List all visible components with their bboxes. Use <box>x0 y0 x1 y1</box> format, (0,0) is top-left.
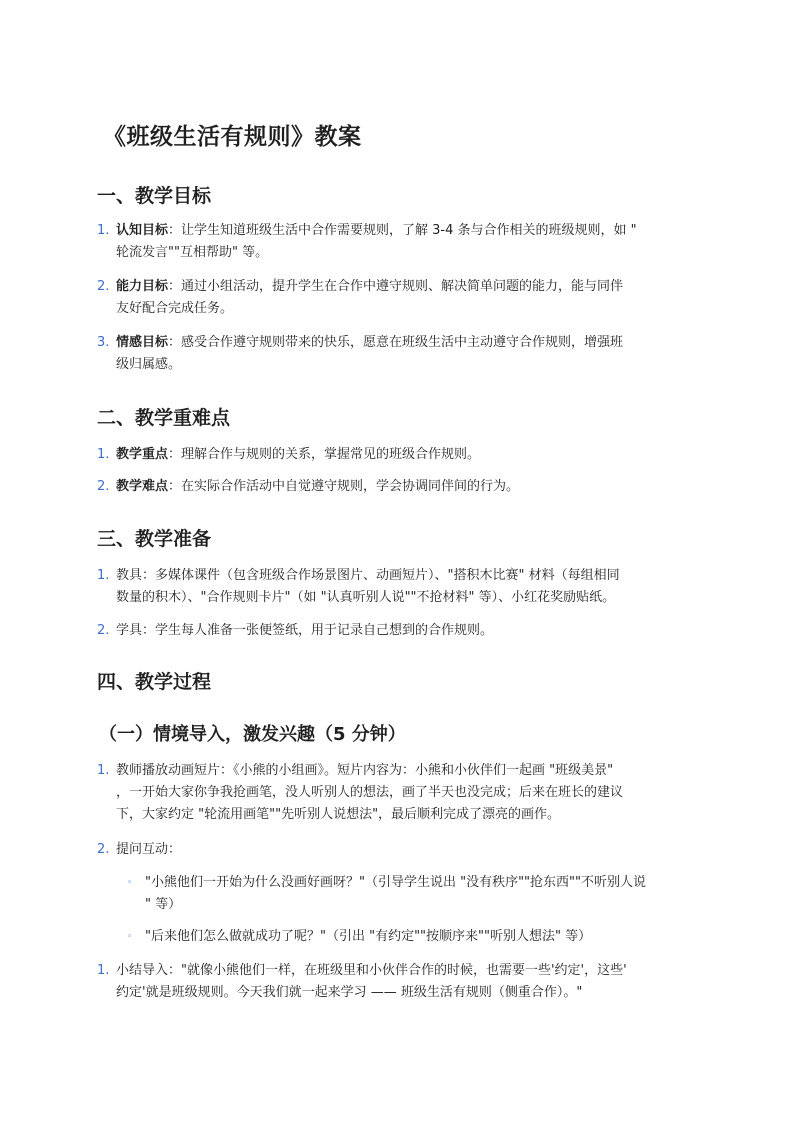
item-text: ，一开始大家你争我抢画笔，没人听别人的想法，画了半天也没完成；后来在班长的建议 <box>116 785 624 800</box>
item-text: 约定'就是班级规则。今天我们就一起来学习 —— 班级生活有规则（侧重合作）。" <box>116 985 583 1000</box>
item-label: 情感目标 <box>116 335 169 350</box>
document-page: 《班级生活有规则》教案 一、教学目标 1. 认知目标：让学生知道班级生活中合作需要规则，了解 3-4 条与合作相关的班级规则，如 " 轮流发言""互相帮助" 等。 2. 能力目标：通过小组活动，提升学生在合作中遵守规则、解决简单问题的能力，能与同伴 友好配合完成任务。 3. 情感目标：感受合作遵守规则带来的快乐，愿意在班级生活中主动遵守合作规则，增强班 级归属感。 二、教学重难点 1. 教学重点：理解合作与规则的关系，掌握常见的班级合作规则。 2. 教学难点：在实际合作活动中自觉遵守规则，学会协调同伴间的行为。 三、教学准备 1. 教具：多媒体课件（包含班级合作场景图片、动画短片）、"搭积木比赛" 材料（每组相同 数量的积木）、"合作规则卡片"（如 "认真听别人说""不抢材料" 等）、小红花奖励贴纸。 2. 学具：学生每人准备一张便签纸，用于记录自己想到的合作规则。 四、教学过程 （一）情境导入，激发兴趣（5 分钟） 1. 教师播放动画短片：《小熊的小组画》。短片内容为：小熊和小伙伴们一起画 "班级美景" ，一开始大家你争我抢画笔，没人听别人的想法，画了半天也没完成；后来在班长的建议 下，大家约定 "轮流用画笔""先听别人说想法"，最后顺利完成了漂亮的画作。 2. 提问互动： ◦ "小熊他们一开始为什么没画好画呀？"（引导学生说出 "没有秩序""抢东西""不听别人说 " 等） ◦ "后来他们怎么做就成功了呢？"（引出 "有约定""按顺序来""听别人想法" 等） 1. 小结导入："就像小熊他们一样，在班级里和小伙伴合作的时候，也需要一些'约定'，这些' 约定'就是班级规则。今天我们就一起来学习 —— 班级生活有规则（侧重合作）。" <box>0 0 794 1123</box>
item-label: 认知目标 <box>116 223 169 238</box>
item-text: 小结导入："就像小熊他们一样，在班级里和小伙伴合作的时候，也需要一些'约定'，这些' <box>116 963 627 978</box>
document-title: 《班级生活有规则》教案 <box>103 124 362 150</box>
subsection-heading: （一）情境导入，激发兴趣（5 分钟） <box>99 724 406 745</box>
list-number: 2. <box>97 279 110 294</box>
item-text: 在实际合作活动中自觉遵守规则，学会协调同伴间的行为。 <box>181 479 520 494</box>
item-label: 教学重点 <box>116 447 169 462</box>
section-heading-preparation: 三、教学准备 <box>97 528 212 550</box>
item-text: 级归属感。 <box>116 357 182 372</box>
item-text: 轮流发言""互相帮助" 等。 <box>116 245 269 260</box>
item-text: "后来他们怎么做就成功了呢？"（引出 "有约定""按顺序来""听别人想法" 等） <box>145 929 592 944</box>
item-text: 学具：学生每人准备一张便签纸，用于记录自己想到的合作规则。 <box>116 623 494 638</box>
section-heading-process: 四、教学过程 <box>97 671 212 693</box>
bullet-icon: ◦ <box>127 932 133 942</box>
item-text: 理解合作与规则的关系，掌握常见的班级合作规则。 <box>181 447 481 462</box>
item-text: 下，大家约定 "轮流用画笔""先听别人说想法"，最后顺利完成了漂亮的画作。 <box>116 807 561 822</box>
list-number: 1. <box>97 223 110 238</box>
item-text: "小熊他们一开始为什么没画好画呀？"（引导学生说出 "没有秩序""抢东西""不听别人说 <box>145 875 646 890</box>
item-text: 友好配合完成任务。 <box>116 301 234 316</box>
item-label: 教学难点 <box>116 479 169 494</box>
item-label: 能力目标 <box>116 279 169 294</box>
item-text: 提问互动： <box>116 842 182 857</box>
item-text: 通过小组活动，提升学生在合作中遵守规则、解决简单问题的能力，能与同伴 <box>181 279 624 294</box>
list-number: 2. <box>97 842 110 857</box>
list-number: 1. <box>97 568 110 583</box>
item-text: 教具：多媒体课件（包含班级合作场景图片、动画短片）、"搭积木比赛" 材料（每组相同 <box>116 568 620 583</box>
list-number: 2. <box>97 479 110 494</box>
section-heading-objectives: 一、教学目标 <box>97 185 212 207</box>
item-text: " 等） <box>145 897 182 912</box>
list-number: 1. <box>97 763 110 778</box>
list-number: 1. <box>97 447 110 462</box>
item-text: 让学生知道班级生活中合作需要规则，了解 3-4 条与合作相关的班级规则，如 " <box>181 223 637 238</box>
list-number: 3. <box>97 335 110 350</box>
bullet-icon: ◦ <box>127 878 133 888</box>
section-heading-key-points: 二、教学重难点 <box>97 407 231 429</box>
list-number: 2. <box>97 623 110 638</box>
list-number: 1. <box>97 963 110 978</box>
item-text: 教师播放动画短片：《小熊的小组画》。短片内容为：小熊和小伙伴们一起画 "班级美景" <box>116 763 614 778</box>
item-text: 数量的积木）、"合作规则卡片"（如 "认真听别人说""不抢材料" 等）、小红花奖励贴纸。 <box>116 590 616 605</box>
item-text: 感受合作遵守规则带来的快乐，愿意在班级生活中主动遵守合作规则，增强班 <box>181 335 624 350</box>
